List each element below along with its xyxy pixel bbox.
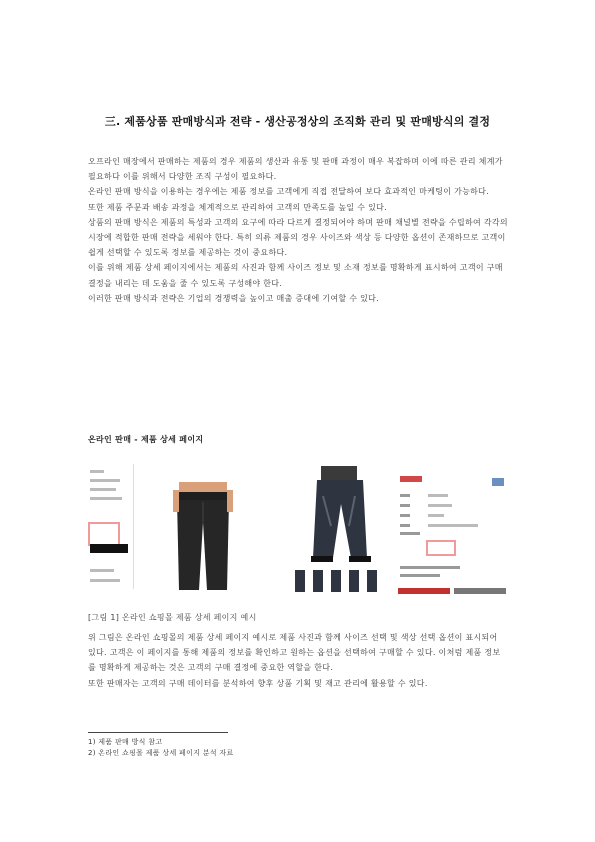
paragraph: 오프라인 매장에서 판매하는 제품의 경우 제품의 생산과 유통 및 판매 과정이 매우 복잡하며 이에 따른 관리 체계가 필요하다 이를 위해서 다양한 조직 구성이 필요하다. (88, 157, 503, 182)
figure-sidebar (88, 464, 134, 589)
body-text-bottom (88, 630, 508, 691)
cart-button[interactable] (454, 588, 506, 594)
cart-icon[interactable] (492, 478, 504, 486)
product-page-figure (88, 464, 513, 594)
paragraph: 또한 판매자는 고객의 구매 데이터를 분석하여 향후 상품 기획 및 재고 관리에 활용할 수 있다. (88, 678, 428, 688)
product-info-panel (398, 468, 510, 594)
footnote: 2) 온라인 쇼핑몰 제품 상세 페이지 분석 자료 (88, 749, 234, 757)
paragraph: 이를 위해 제품 상세 페이지에서는 제품의 사진과 함께 사이즈 정보 및 소재 정보를 명확하게 표시하여 고객이 구매 결정을 내리는 데 도움을 줄 수 있도록 구성해야 한다. (88, 263, 503, 288)
section-heading: 온라인 판매 - 제품 상세 페이지 (88, 435, 204, 444)
pants-photo-model (293, 466, 388, 594)
paragraph: 상품의 판매 방식은 제품의 특성과 고객의 요구에 따라 다르게 결정되어야 하며 판매 채널별 전략을 수립하여 각각의 시장에 적합한 판매 전략을 세워야 한다. 특히 의류 제품의 경우 사이즈와 색상 등 다양한 옵션이 존재하므로 고객이 쉽게 선택할 수 있도록 정보를 제공하는 것이 중요하다. (88, 217, 508, 258)
figure-caption: [그림 1] 온라인 쇼핑몰 제품 상세 페이지 예시 (88, 613, 257, 622)
body-text-top (88, 154, 508, 306)
footnote: 1) 제품 판매 방식 참고 (88, 738, 163, 746)
buy-button[interactable] (398, 588, 450, 594)
paragraph: 온라인 판매 방식을 이용하는 경우에는 제품 정보를 고객에게 직접 전달하여 보다 효과적인 마케팅이 가능하다. (88, 187, 490, 197)
pants-photo-front (173, 482, 233, 590)
size-select-highlight (426, 540, 456, 556)
selected-option-bar (90, 544, 128, 553)
size-highlight-box (88, 522, 120, 546)
paragraph: 이러한 판매 방식과 전략은 기업의 경쟁력을 높이고 매출 증대에 기여할 수 있다. (88, 293, 380, 303)
paragraph: 위 그림은 온라인 쇼핑몰의 제품 상세 페이지 예시로 제품 사진과 함께 사이즈 선택 및 색상 선택 옵션이 표시되어 있다. 고객은 이 페이지를 통해 제품의 정보를 확인하고 원하는 옵션을 선택하여 구매할 수 있다. 이처럼 제품 정보를 명확하게 제공하는 것은 고객의 구매 결정에 중요한 역할을 한다. (88, 633, 501, 673)
footnote-divider (88, 732, 228, 733)
paragraph: 또한 제품 주문과 배송 과정을 체계적으로 관리하여 고객의 만족도를 높일 수 있다. (88, 202, 388, 212)
document-title: 三. 제품상품 판매방식과 전략 - 생산공정상의 조직화 관리 및 판매방식의 결정 (104, 115, 491, 128)
product-name-label (400, 476, 422, 482)
